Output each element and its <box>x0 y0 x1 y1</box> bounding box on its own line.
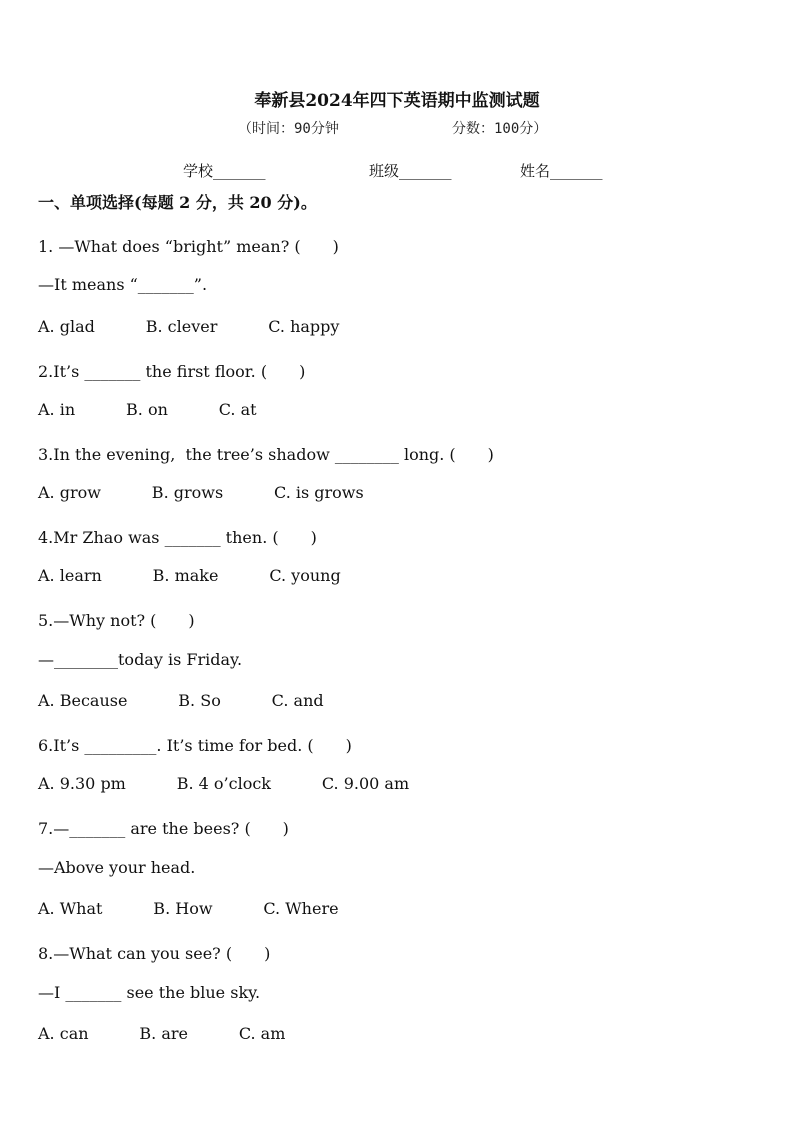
question-1: 1. —What does “bright” mean? ( ) <box>38 237 339 256</box>
question-5-answer-line: —________today is Friday. <box>38 650 243 669</box>
question-4-options: A. learn B. make C. young <box>38 566 341 585</box>
question-8: 8.—What can you see? ( ) <box>38 944 271 963</box>
section-heading: 一、单项选择(每题 2 分，共 20 分)。 <box>38 193 317 212</box>
question-7: 7.—_______ are the bees? ( ) <box>38 819 289 838</box>
school-field: 学校_______ <box>183 162 266 180</box>
question-3: 3.In the evening, the tree’s shadow ________ long. ( ) <box>38 445 494 464</box>
question-6: 6.It’s _________. It’s time for bed. ( ) <box>38 736 352 755</box>
question-6-options: A. 9.30 pm B. 4 o’clock C. 9.00 am <box>38 774 410 793</box>
question-5: 5.—Why not? ( ) <box>38 611 195 630</box>
question-2-options: A. in B. on C. at <box>38 400 257 419</box>
exam-time: （时间：90分钟 <box>238 121 339 137</box>
question-2: 2.It’s _______ the first floor. ( ) <box>38 362 306 381</box>
class-field: 班级_______ <box>369 162 452 180</box>
question-8-answer-line: —I _______ see the blue sky. <box>38 983 261 1002</box>
exam-score: 分数：100分） <box>452 121 548 137</box>
page-title: 奉新县2024年四下英语期中监测试题 <box>254 91 540 111</box>
question-4: 4.Mr Zhao was _______ then. ( ) <box>38 528 317 547</box>
question-5-options: A. Because B. So C. and <box>38 691 324 710</box>
question-7-options: A. What B. How C. Where <box>38 899 339 918</box>
name-field: 姓名_______ <box>520 162 603 180</box>
question-8-options: A. can B. are C. am <box>38 1024 286 1043</box>
question-1-options: A. glad B. clever C. happy <box>38 317 340 336</box>
question-3-options: A. grow B. grows C. is grows <box>38 483 364 502</box>
question-1-answer-line: —It means “_______”. <box>38 275 208 294</box>
question-7-answer-line: —Above your head. <box>38 858 196 877</box>
